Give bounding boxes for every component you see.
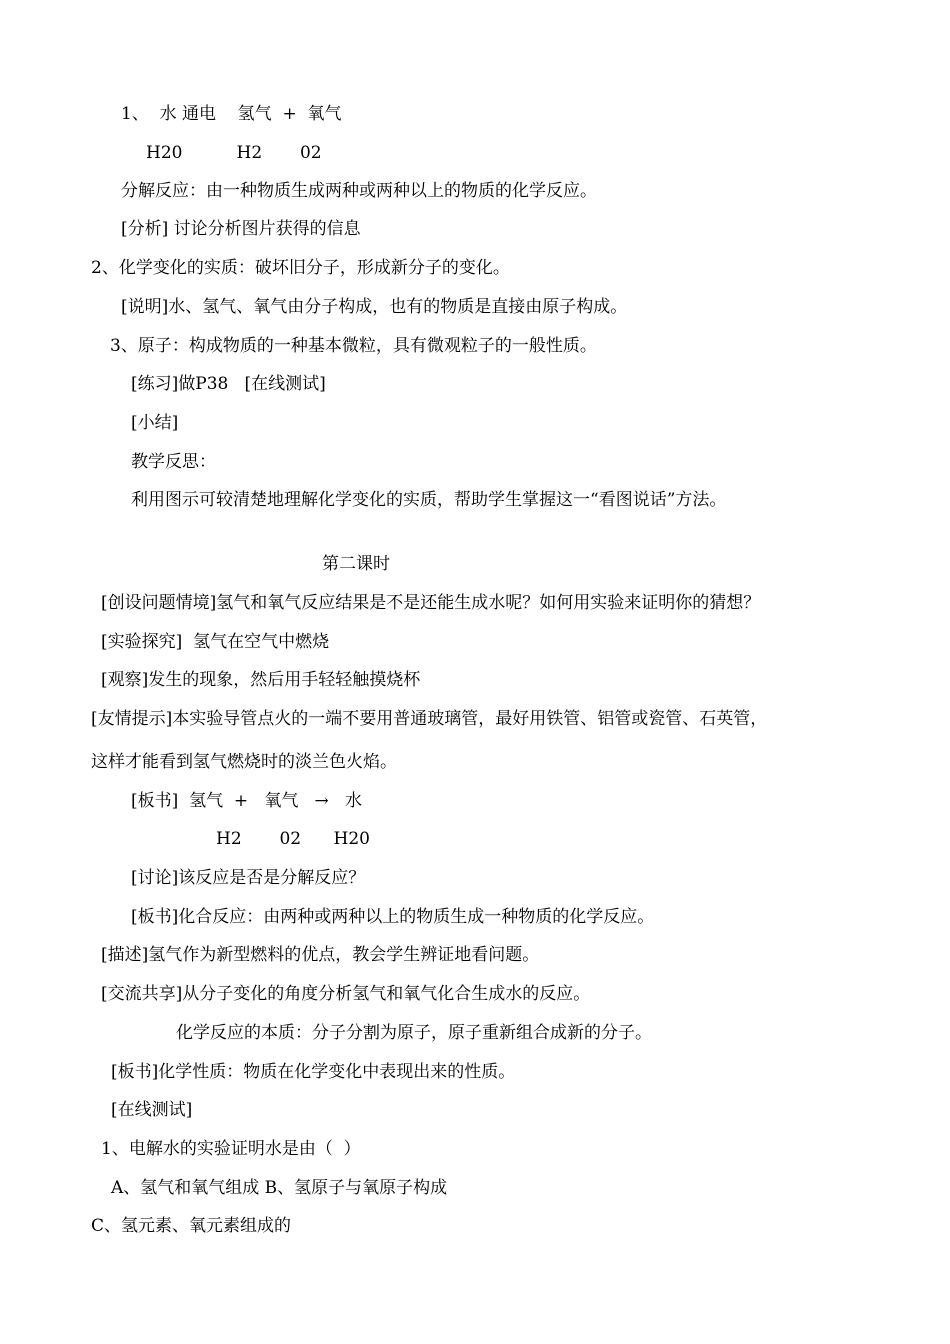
describe-line: [描述]氢气作为新型燃料的优点，教会学生辨证地看问题。 [101, 945, 540, 965]
question-1-options-ab: A、氢气和氧气组成 B、氢原子与氧原子构成 [111, 1178, 448, 1198]
observe-line: [观察]发生的现象，然后用手轻轻触摸烧杯 [101, 670, 421, 690]
combination-definition: [板书]化合反应：由两种或两种以上的物质生成一种物质的化学反应。 [131, 907, 655, 927]
board-equation-words: [板书] 氢气 + 氧气 → 水 [131, 791, 363, 811]
reflection-text: 利用图示可较清楚地理解化学变化的实质，帮助学生掌握这一“看图说话”方法。 [131, 490, 727, 510]
discuss-line: [讨论]该反应是否是分解反应？ [131, 868, 366, 888]
online-test-heading: [在线测试] [111, 1100, 193, 1120]
question-1-option-c: C、氢元素、氧元素组成的 [91, 1216, 292, 1236]
reaction-essence: 化学反应的本质：分子分割为原子，原子重新组合成新的分子。 [176, 1023, 652, 1043]
chemical-change-essence: 2、化学变化的实质：破坏旧分子，形成新分子的变化。 [91, 258, 510, 278]
decomposition-definition: 分解反应：由一种物质生成两种或两种以上的物质的化学反应。 [121, 181, 597, 201]
second-lesson-heading: 第二课时 [322, 554, 390, 574]
reflection-label: 教学反思： [131, 452, 216, 472]
scenario-line: [创设问题情境]氢气和氧气反应结果是不是还能生成水呢？如何用实验来证明你的猜想？ [101, 593, 761, 613]
board-equation-formulas: H2 02 H20 [216, 829, 370, 849]
chemical-property: [板书]化学性质：物质在化学变化中表现出来的性质。 [111, 1062, 516, 1082]
atom-definition: 3、原子：构成物质的一种基本微粒，具有微观粒子的一般性质。 [110, 336, 597, 356]
summary-line: [小结] [131, 413, 179, 433]
share-line: [交流共享]从分子变化的角度分析氢气和氧气化合生成水的反应。 [101, 984, 591, 1004]
practice-line: [练习]做P38 [在线测试] [131, 374, 326, 394]
equation-1-formulas: H20 H2 02 [146, 143, 322, 163]
question-1: 1、电解水的实验证明水是由（ ） [101, 1139, 361, 1159]
tip-line-2: 这样才能看到氢气燃烧时的淡兰色火焰。 [91, 752, 397, 772]
equation-1-words: 1、 水 通电 氢气 + 氧气 [121, 104, 342, 124]
experiment-line: [实验探究] 氢气在空气中燃烧 [101, 632, 330, 652]
analysis-line: [分析] 讨论分析图片获得的信息 [121, 219, 361, 239]
tip-line-1: [友情提示]本实验导管点火的一端不要用普通玻璃管，最好用铁管、铝管或瓷管、石英管， [91, 709, 768, 729]
explanation-line: [说明]水、氢气、氧气由分子构成，也有的物质是直接由原子构成。 [121, 297, 628, 317]
